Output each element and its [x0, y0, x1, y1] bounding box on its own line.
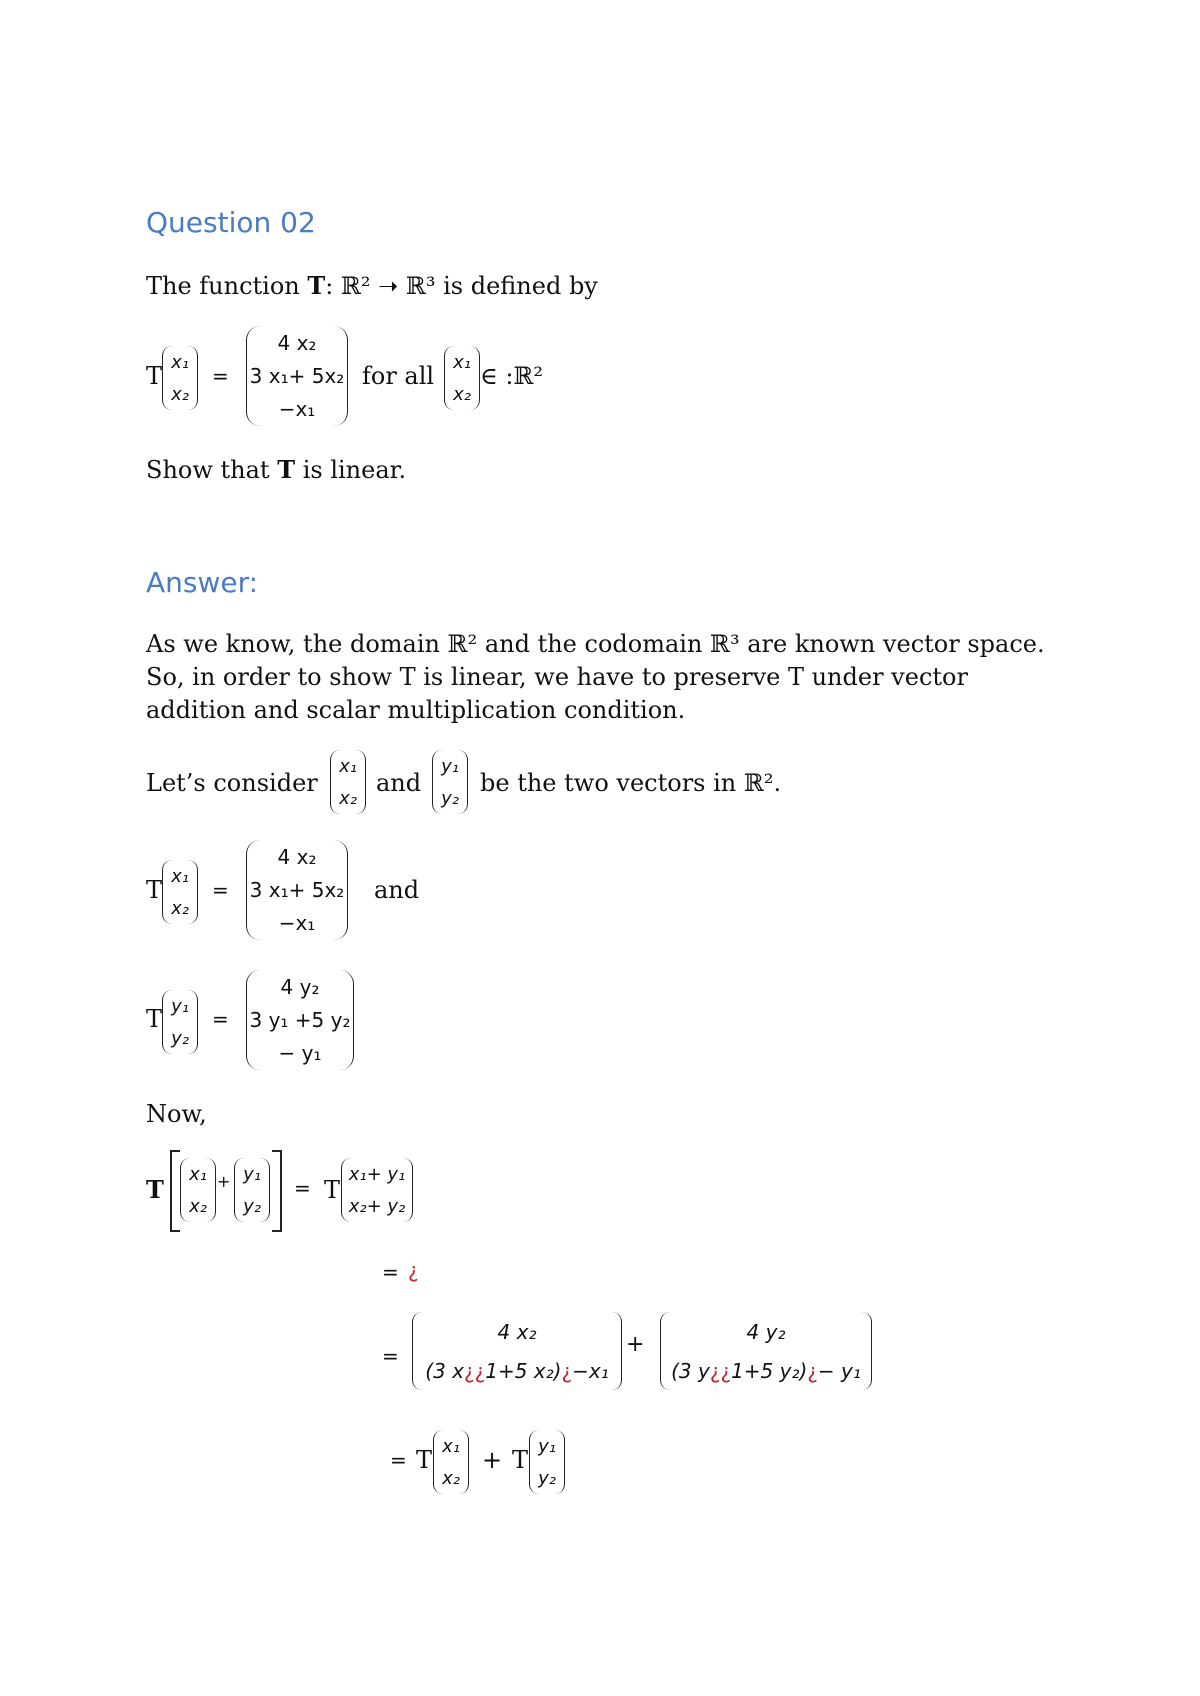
- def-row3: −x₁: [278, 397, 316, 422]
- statement-prefix: The function: [146, 272, 308, 300]
- sum-y-vector: [234, 1158, 270, 1222]
- question-statement: [146, 270, 598, 302]
- tx-and: and: [374, 876, 420, 904]
- sum-plus: +: [217, 1172, 231, 1191]
- step2-equals: =: [382, 1344, 399, 1368]
- consider-prefix: Let’s consider: [146, 769, 318, 797]
- step1-glyph: ¿: [408, 1258, 419, 1282]
- step2-left-part3: 1+5 x₂): [485, 1358, 562, 1383]
- def-row1: 4 x₂: [277, 330, 317, 355]
- tx-output-vector: [246, 840, 348, 940]
- answer-para-line2: So, in order to show T is linear, we have to preserve T under vector: [146, 663, 968, 691]
- sum-x1: x₁: [189, 1163, 207, 1185]
- step3-T2: T: [512, 1446, 529, 1474]
- step3-plus: +: [482, 1446, 503, 1474]
- step3-x-vector: [433, 1430, 469, 1494]
- sum-y1: y₁: [243, 1163, 261, 1185]
- step2-left-part4: ¿: [561, 1358, 573, 1383]
- def-input-vector: [162, 346, 198, 410]
- ty-row2: 3 y₁ +5 y₂: [249, 1007, 351, 1032]
- def-domain-x2: x₂: [453, 383, 471, 405]
- consider-y1: y₁: [441, 755, 459, 777]
- step2-right-part4: ¿: [807, 1358, 818, 1383]
- ty-T: T: [146, 1005, 163, 1033]
- def-domain-vector: [444, 346, 480, 410]
- def-output-vector: [246, 326, 348, 426]
- sum-y2: y₂: [243, 1195, 261, 1217]
- tx-equals: =: [212, 878, 229, 902]
- step2-right-vector: [660, 1312, 872, 1390]
- sum-rhs-row1: x₁+ y₁: [348, 1163, 406, 1185]
- consider-suffix: be the two vectors in ℝ².: [480, 769, 782, 797]
- def-x1: x₁: [171, 351, 189, 373]
- sum-x2: x₂: [189, 1195, 207, 1217]
- step3-equals: =: [390, 1448, 407, 1472]
- task-prefix: Show that: [146, 456, 278, 484]
- sum-rhs-T: T: [324, 1176, 341, 1204]
- step3-T1: T: [416, 1446, 433, 1474]
- answer-heading: Answer:: [146, 566, 259, 599]
- ty-y2: y₂: [171, 1027, 189, 1049]
- sum-rhs-vector: [341, 1158, 413, 1222]
- tx-input-vector: [162, 860, 198, 924]
- task-rest: is linear.: [295, 456, 407, 484]
- step2-plus: +: [626, 1332, 645, 1357]
- step3-y2: y₂: [538, 1467, 556, 1489]
- answer-para-line1: As we know, the domain ℝ² and the codomain ℝ³ are known vector space.: [146, 630, 1045, 658]
- question-heading: Question 02: [146, 206, 316, 239]
- step2-right-part2: ¿¿: [709, 1358, 732, 1383]
- step3-x2: x₂: [442, 1467, 460, 1489]
- step3-y1: y₁: [538, 1435, 556, 1457]
- tx-x1: x₁: [171, 865, 189, 887]
- step2-right-row1: 4 y₂: [746, 1319, 786, 1344]
- def-T: T: [146, 362, 163, 390]
- def-equals: =: [212, 364, 229, 388]
- consider-x2: x₂: [339, 787, 357, 809]
- sum-equals: =: [294, 1176, 311, 1200]
- step1-equals: =: [382, 1260, 399, 1284]
- sum-rhs-row2: x₂+ y₂: [348, 1195, 406, 1217]
- def-row2: 3 x₁+ 5x₂: [249, 363, 345, 388]
- step2-right-part1: (3 y: [671, 1358, 710, 1383]
- sum-left-bracket: [170, 1150, 180, 1232]
- step3-x1: x₁: [442, 1435, 460, 1457]
- tx-T: T: [146, 876, 163, 904]
- step2-left-row2: [413, 1359, 621, 1383]
- step2-left-part5: −x₁: [572, 1358, 609, 1383]
- step2-right-part3: 1+5 y₂): [731, 1358, 808, 1383]
- statement-T: T: [307, 271, 326, 300]
- step2-left-part2: ¿¿: [464, 1358, 486, 1383]
- def-for-all: for all: [362, 362, 435, 390]
- ty-y1: y₁: [171, 995, 189, 1017]
- ty-row3: − y₁: [278, 1041, 322, 1066]
- sum-x-vector: [180, 1158, 216, 1222]
- def-x2: x₂: [171, 383, 189, 405]
- consider-x-vector: [330, 750, 366, 814]
- step2-left-part1: (3 x: [425, 1358, 464, 1383]
- now-label: Now,: [146, 1100, 207, 1128]
- tx-x2: x₂: [171, 897, 189, 919]
- consider-and: and: [376, 769, 422, 797]
- consider-x1: x₁: [339, 755, 357, 777]
- step2-right-row2: [661, 1359, 871, 1383]
- step2-right-part5: − y₁: [817, 1358, 861, 1383]
- statement-rest: : ℝ² ➝ ℝ³ is defined by: [325, 272, 598, 300]
- tx-row2: 3 x₁+ 5x₂: [249, 877, 345, 902]
- tx-row1: 4 x₂: [277, 844, 317, 869]
- def-member-of: ∈ :ℝ²: [480, 362, 544, 390]
- def-domain-x1: x₁: [453, 351, 471, 373]
- step2-left-vector: [412, 1312, 622, 1390]
- ty-row1: 4 y₂: [280, 974, 320, 999]
- ty-input-vector: [162, 990, 198, 1054]
- task-T: T: [277, 455, 296, 484]
- tx-row3: −x₁: [278, 911, 316, 936]
- ty-equals: =: [212, 1007, 229, 1031]
- consider-y-vector: [432, 750, 468, 814]
- sum-T: T: [146, 1175, 164, 1204]
- step3-y-vector: [529, 1430, 565, 1494]
- question-task: [146, 454, 406, 486]
- consider-y2: y₂: [441, 787, 459, 809]
- answer-para-line3: addition and scalar multiplication condition.: [146, 696, 686, 724]
- ty-output-vector: [246, 970, 354, 1070]
- step2-left-row1: 4 x₂: [497, 1319, 537, 1344]
- sum-right-bracket: [272, 1150, 282, 1232]
